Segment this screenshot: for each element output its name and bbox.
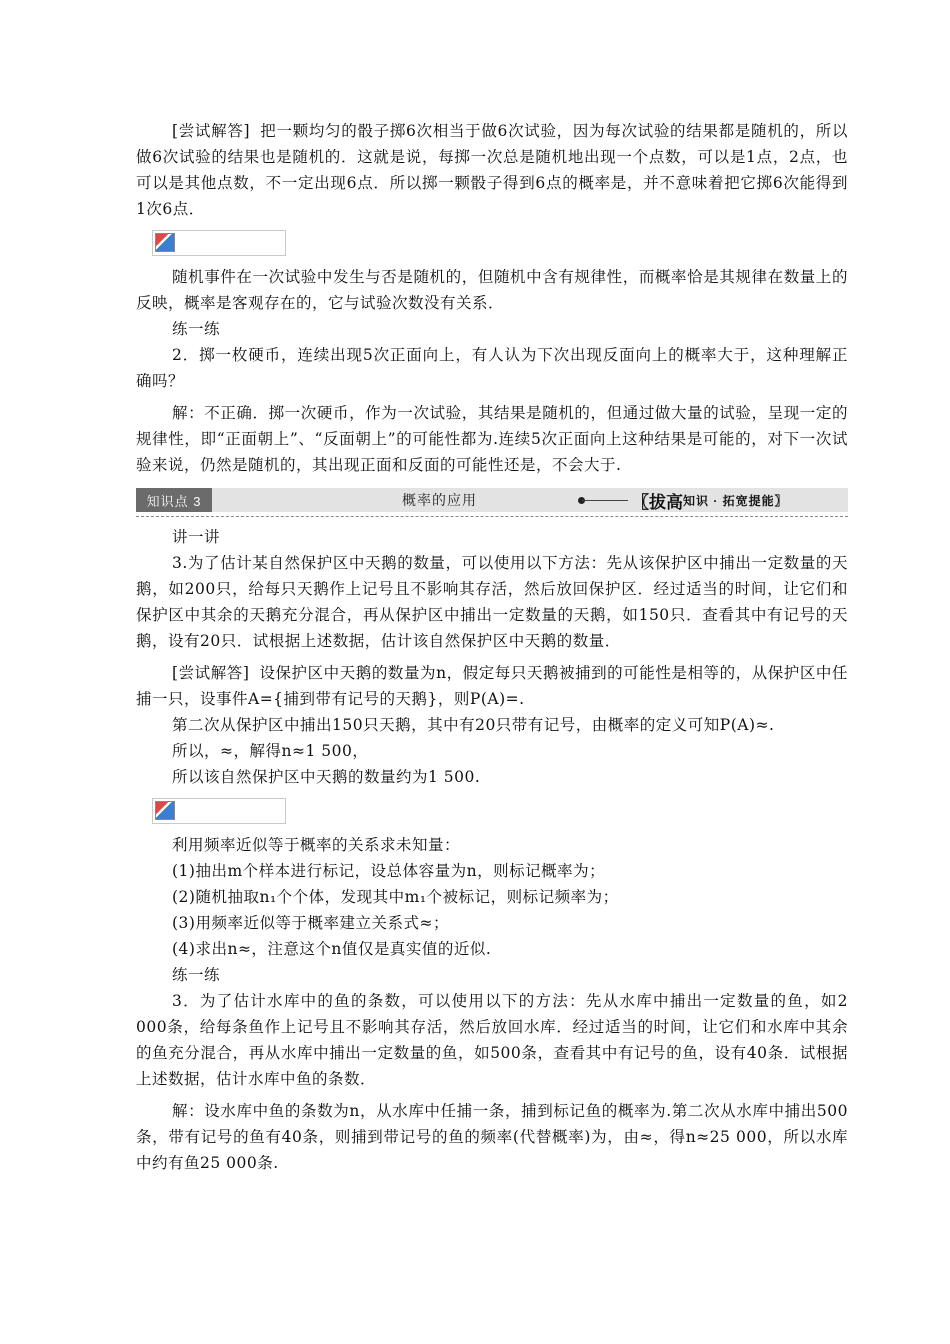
document-page	[136, 118, 848, 1176]
summary-2-intro: 利用频率近似等于概率的关系求未知量：	[172, 836, 461, 854]
practice-answer-3: 解：设水库中鱼的条数为n，从水库中任捕一条，捕到标记鱼的概率为.第二次从水库中捕出500条，带有记号的鱼有40条，则捕到带记号的鱼的频率(代替概率)为，由≈，得n≈25 000，所以水库中约有鱼25 000条.	[136, 1102, 848, 1172]
attempt-tag: [尝试解答]	[172, 122, 251, 140]
summary-image-placeholder-2	[152, 798, 286, 824]
attempt-tag: [尝试解答]	[172, 664, 250, 682]
attempt-answer-3-line3: 所以，≈，解得n≈1 500，	[172, 742, 369, 760]
summary-2-item-1: (1)抽出m个样本进行标记，设总体容量为n，则标记概率为；	[172, 862, 606, 880]
attempt-answer-3-line2: 第二次从保护区中捕出150只天鹅，其中有20只带有记号，由概率的定义可知P(A)≈.	[172, 716, 775, 734]
attempt-answer-1	[136, 118, 848, 222]
lecture-question-3: 3.为了估计某自然保护区中天鹅的数量，可以使用以下方法：先从该保护区中捕出一定数量的天鹅，如200只，给每只天鹅作上记号且不影响其存活，然后放回保护区．经过适当的时间，让它们和保护区中其余的天鹅充分混合，再从保护区中捕出一定数量的天鹅，如150只．查看其中有记号的天鹅，设有20只．试根据上述数据，估计该自然保护区中天鹅的数量．	[136, 554, 848, 650]
practice-label: 练一练	[172, 320, 221, 338]
practice-question-2: 2．掷一枚硬币，连续出现5次正面向上，有人认为下次出现反面向上的概率大于，这种理解正确吗？	[136, 346, 848, 390]
banner-divider	[136, 516, 848, 517]
broken-image-icon	[155, 233, 175, 252]
practice-question-3: 3．为了估计水库中的鱼的条数，可以使用以下的方法：先从水库中捕出一定数量的鱼，如2 000条，给每条鱼作上记号且不影响其存活，然后放回水库．经过适当的时间，让它们和水库中其余的鱼充分混合，再从水库中捕出一定数量的鱼，如500条，查看其中有记号的鱼，设有40条．试根据上述数据，估计水库中鱼的条数．	[136, 992, 848, 1088]
summary-2-item-2: (2)随机抽取n₁个个体，发现其中m₁个被标记，则标记频率为；	[172, 888, 619, 906]
practice-label-2: 练一练	[172, 966, 221, 984]
attempt-answer-3	[136, 660, 848, 712]
banner-bar	[212, 488, 848, 512]
broken-image-icon	[155, 801, 175, 820]
attempt-answer-3-line4: 所以该自然保护区中天鹅的数量约为1 500.	[172, 768, 481, 786]
attempt-answer-3-line1: 设保护区中天鹅的数量为n，假定每只天鹅被捕到的可能性是相等的，从保护区中任捕一只，设事件A={捕到带有记号的天鹅}，则P(A)=.	[136, 664, 848, 708]
section-topic: 概率的应用	[402, 492, 477, 508]
banner-slogan: 〖拔高 知识 · 拓宽提能〗	[632, 492, 788, 512]
summary-image-placeholder-1	[152, 230, 286, 256]
summary-2-item-4: (4)求出n≈，注意这个n值仅是真实值的近似.	[172, 940, 492, 958]
attempt-answer-1-text: 把一颗均匀的骰子掷6次相当于做6次试验，因为每次试验的结果都是随机的，所以做6次试验的结果也是随机的．这就是说，每掷一次总是随机地出现一个点数，可以是1点，2点，也可以是其他点数，不一定出现6点．所以掷一颗骰子得到6点的概率是，并不意味着把它掷6次能得到1次6点．	[136, 122, 848, 218]
banner-line	[582, 500, 628, 501]
section-banner	[136, 486, 848, 514]
knowledge-point-label: 知识点 3	[136, 488, 212, 512]
summary-text-1: 随机事件在一次试验中发生与否是随机的，但随机中含有规律性，而概率恰是其规律在数量上的反映，概率是客观存在的，它与试验次数没有关系．	[136, 268, 848, 312]
summary-2-item-3: (3)用频率近似等于概率建立关系式≈；	[172, 914, 449, 932]
practice-answer-2: 解：不正确．掷一次硬币，作为一次试验，其结果是随机的，但通过做大量的试验，呈现一定的规律性，即“正面朝上”、“反面朝上”的可能性都为.连续5次正面向上这种结果是可能的，对下一次试验来说，仍然是随机的，其出现正面和反面的可能性还是，不会大于.	[136, 404, 848, 474]
lecture-label: 讲一讲	[172, 528, 221, 546]
